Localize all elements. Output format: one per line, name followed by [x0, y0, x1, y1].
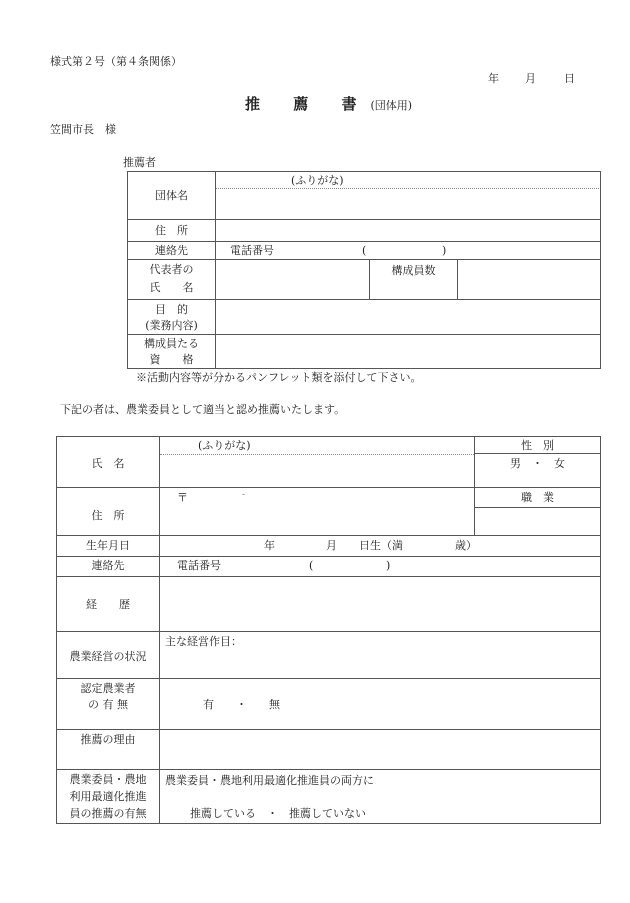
- group-address-field[interactable]: [216, 220, 600, 241]
- postal-dash: -: [242, 490, 246, 500]
- group-name-label: 団体名: [155, 189, 188, 202]
- date-day-label: 日: [564, 72, 575, 85]
- table-border: [56, 678, 601, 679]
- group-name-field[interactable]: [216, 189, 600, 219]
- candidate-address-label: 住 所: [91, 509, 125, 522]
- group-phone-label: 電話番号: [230, 244, 274, 257]
- dual-recommendation-label-3: 員の推薦の有無: [69, 807, 147, 820]
- candidate-phone-paren-open: (: [309, 559, 314, 572]
- certified-farmer-options[interactable]: 有 ・ 無: [203, 698, 280, 711]
- members-count-field[interactable]: [458, 260, 600, 299]
- gender-options[interactable]: 男 ・ 女: [510, 457, 565, 470]
- purpose-field[interactable]: [216, 300, 600, 334]
- table-border: [600, 436, 601, 823]
- gender-label: 性 別: [521, 439, 554, 452]
- group-phone-field[interactable]: [300, 242, 600, 259]
- career-label: 経 歴: [86, 598, 130, 611]
- qualification-label-1: 構成員たる: [144, 337, 199, 350]
- birthdate-field[interactable]: [160, 536, 600, 556]
- candidate-furigana-field[interactable]: [160, 437, 474, 454]
- dual-recommendation-text: 農業委員・農地利用最適化推進員の両方に: [165, 774, 374, 787]
- certified-farmer-label-1: 認定農業者: [80, 682, 136, 695]
- birth-age-unit: 歳）: [455, 539, 477, 552]
- candidate-phone-paren-close: ): [386, 559, 391, 572]
- table-border: [56, 823, 601, 824]
- page-title: [245, 97, 412, 112]
- birthdate-label: 生年月日: [86, 539, 130, 552]
- birth-month-unit: 月: [326, 539, 337, 552]
- date-year-label: 年: [488, 72, 499, 85]
- group-phone-paren-open: (: [362, 244, 367, 257]
- purpose-label-2: (業務内容): [145, 319, 198, 332]
- form-number: 様式第２号（第４条関係）: [50, 55, 182, 68]
- group-contact-label: 連絡先: [155, 244, 188, 257]
- farm-status-label: 農業経営の状況: [69, 650, 147, 663]
- qualification-label-2: 資 格: [149, 353, 194, 366]
- members-count-label: 構成員数: [391, 264, 436, 277]
- candidate-address-field[interactable]: [160, 488, 474, 535]
- group-furigana-field[interactable]: [216, 172, 600, 188]
- rep-name-field[interactable]: [216, 260, 369, 299]
- candidate-phone-field[interactable]: [230, 557, 600, 576]
- reason-field[interactable]: [160, 730, 600, 769]
- career-field[interactable]: [160, 577, 600, 631]
- table-border: [56, 436, 57, 823]
- reason-label: 推薦の理由: [80, 733, 136, 746]
- rep-name-label-2: 氏 名: [149, 281, 194, 294]
- candidate-name-label: 氏 名: [91, 457, 125, 470]
- title-text: 推 薦 書: [245, 95, 371, 113]
- group-phone-paren-close: ): [442, 244, 447, 257]
- table-border: [127, 368, 601, 369]
- dual-recommendation-label-1: 農業委員・農地: [69, 773, 147, 786]
- table-border: [56, 769, 601, 770]
- qualification-field[interactable]: [216, 335, 600, 368]
- postal-mark: 〒: [177, 491, 188, 504]
- birth-year-unit: 年: [264, 539, 275, 552]
- farm-status-field[interactable]: [160, 632, 600, 678]
- birth-day-age: 日生（満: [359, 539, 403, 552]
- recommender-label: 推薦者: [123, 156, 156, 169]
- dual-recommendation-label-2: 利用最適化推進: [69, 790, 147, 803]
- date-month-label: 月: [525, 72, 536, 85]
- candidate-furigana-label: (ふりがな): [198, 439, 251, 452]
- candidate-name-field[interactable]: [160, 455, 474, 487]
- group-address-label: 住 所: [155, 224, 188, 237]
- occupation-field[interactable]: [475, 508, 600, 535]
- attachment-note: ※活動内容等が分かるパンフレット類を添付して下さい。: [136, 371, 422, 384]
- dual-recommendation-options[interactable]: 推薦している ・ 推薦していない: [190, 807, 366, 820]
- group-furigana-label: (ふりがな): [291, 174, 344, 187]
- table-border: [600, 171, 601, 368]
- candidate-contact-label: 連絡先: [91, 559, 125, 572]
- main-crops-label: 主な経営作目：: [165, 635, 242, 648]
- addressee: 笠間市長 様: [50, 123, 116, 136]
- certified-farmer-label-2: の 有 無: [88, 698, 128, 711]
- purpose-label-1: 目 的: [155, 303, 188, 316]
- rep-name-label-1: 代表者の: [149, 263, 194, 276]
- title-suffix: (団体用): [370, 99, 413, 112]
- recommendation-statement: 下記の者は、農業委員として適当と認め推薦いたします。: [60, 403, 346, 416]
- occupation-label: 職 業: [521, 491, 554, 504]
- candidate-phone-label: 電話番号: [177, 559, 221, 572]
